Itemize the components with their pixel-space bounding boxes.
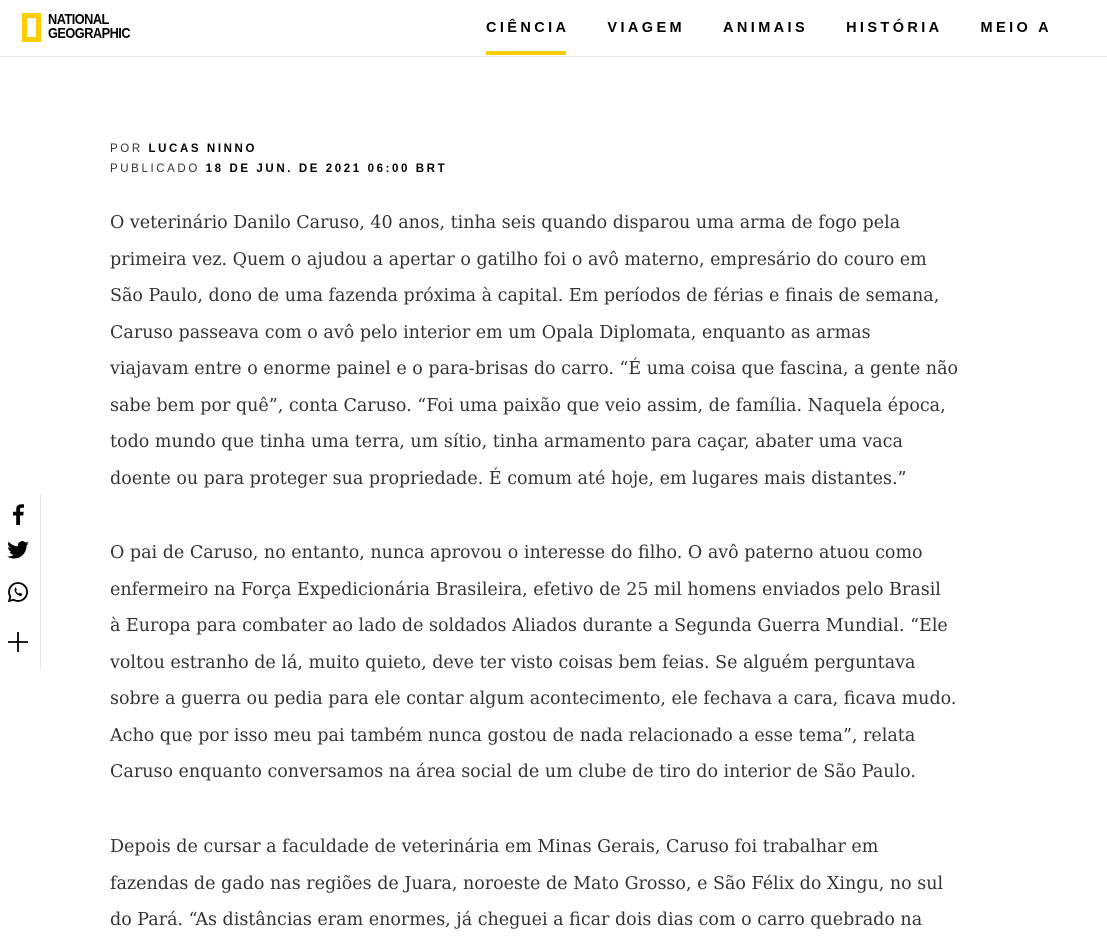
paragraph — [110, 205, 958, 497]
twitter-share-button[interactable] — [6, 538, 30, 562]
text-line: sabe bem por quê”, conta Caruso. “Foi uma paixão que veio assim, de família. Naquela época, — [110, 395, 946, 416]
whatsapp-share-button[interactable] — [6, 580, 30, 604]
published-date: 18 DE JUN. DE 2021 06:00 BRT — [205, 163, 448, 175]
text-line: à Europa para combater ao lado de soldados Aliados durante a Segunda Guerra Mundial. “Ele — [110, 616, 948, 636]
article-byline — [110, 139, 447, 179]
paragraph — [110, 535, 956, 791]
yellow-border-icon — [22, 13, 41, 42]
text-line: fazendas de gado nas regiões de Juara, noroeste de Mato Grosso, e São Félix do Xingu, no sul — [110, 873, 944, 894]
facebook-share-button[interactable] — [6, 502, 30, 526]
text-line: enfermeiro na Força Expedicionária Brasileira, efetivo de 25 mil homens enviados pelo Brasil — [110, 579, 941, 600]
text-line: O pai de Caruso, no entanto, nunca aprovou o interesse do filho. O avô paterno atuou como — [110, 543, 923, 563]
text-line: primeira vez. Quem o ajudou a apertar o gatilho foi o avô materno, empresário do couro em — [110, 249, 927, 270]
whatsapp-icon — [7, 581, 29, 603]
nav-item-historia[interactable]: HISTÓRIA — [846, 20, 943, 36]
paragraph — [110, 829, 943, 939]
site-header — [0, 0, 1107, 57]
text-line: voltou estranho de lá, muito quieto, deve ter visto coisas bem feias. Se alguém perguntava — [110, 652, 916, 673]
text-line: sobre a guerra ou pedia para ele contar algum acontecimento, ele fechava a cara, ficava mudo. — [110, 689, 957, 709]
facebook-icon — [11, 503, 25, 525]
author-name[interactable]: LUCAS NINNO — [148, 143, 257, 155]
text-line: todo mundo que tinha uma terra, um sítio, tinha armamento para caçar, abater uma vaca — [110, 432, 903, 452]
text-line: Depois de cursar a faculdade de veterinária em Minas Gerais, Caruso foi trabalhar em — [110, 837, 879, 857]
logo-wordmark — [48, 13, 130, 41]
text-line: Caruso passeava com o avô pelo interior em um Opala Diplomata, enquanto as armas — [110, 322, 871, 343]
nav-item-animais[interactable]: ANIMAIS — [723, 20, 809, 36]
text-line: O veterinário Danilo Caruso, 40 anos, tinha seis quando disparou uma arma de fogo pela — [110, 213, 901, 233]
text-line: viajavam entre o enorme painel e o para-brisas do carro. “É uma coisa que fascina, a gente não — [110, 359, 959, 379]
logo-line-1: NATIONAL — [48, 11, 109, 28]
nav-item-meio-ambiente[interactable]: MEIO A — [980, 20, 1052, 36]
logo-line-2: GEOGRAPHIC — [48, 25, 131, 42]
published-prefix: PUBLICADO — [110, 163, 200, 175]
by-prefix: POR — [110, 143, 143, 155]
author-line — [110, 139, 447, 159]
more-share-button[interactable] — [6, 630, 30, 654]
published-line — [110, 159, 447, 179]
main-nav — [486, 0, 1090, 56]
twitter-icon — [7, 541, 29, 559]
plus-icon — [7, 631, 29, 653]
text-line: doente ou para proteger sua propriedade. É comum até hoje, em lugares mais distantes.” — [110, 468, 907, 489]
national-geographic-logo[interactable] — [22, 9, 145, 45]
nav-item-ciencia[interactable]: CIÊNCIA — [486, 0, 569, 56]
nav-item-viagem[interactable]: VIAGEM — [607, 20, 686, 36]
text-line: Caruso enquanto conversamos na área social de um clube de tiro do interior de São Paulo. — [110, 762, 916, 782]
share-bar — [0, 494, 41, 670]
text-line: do Pará. “As distâncias eram enormes, já cheguei a ficar dois dias com o carro quebrado na — [110, 910, 923, 930]
text-line: São Paulo, dono de uma fazenda próxima à capital. Em períodos de férias e finais de semana, — [110, 286, 940, 306]
text-line: Acho que por isso meu pai também nunca gostou de nada relacionado a esse tema”, relata — [110, 725, 916, 746]
